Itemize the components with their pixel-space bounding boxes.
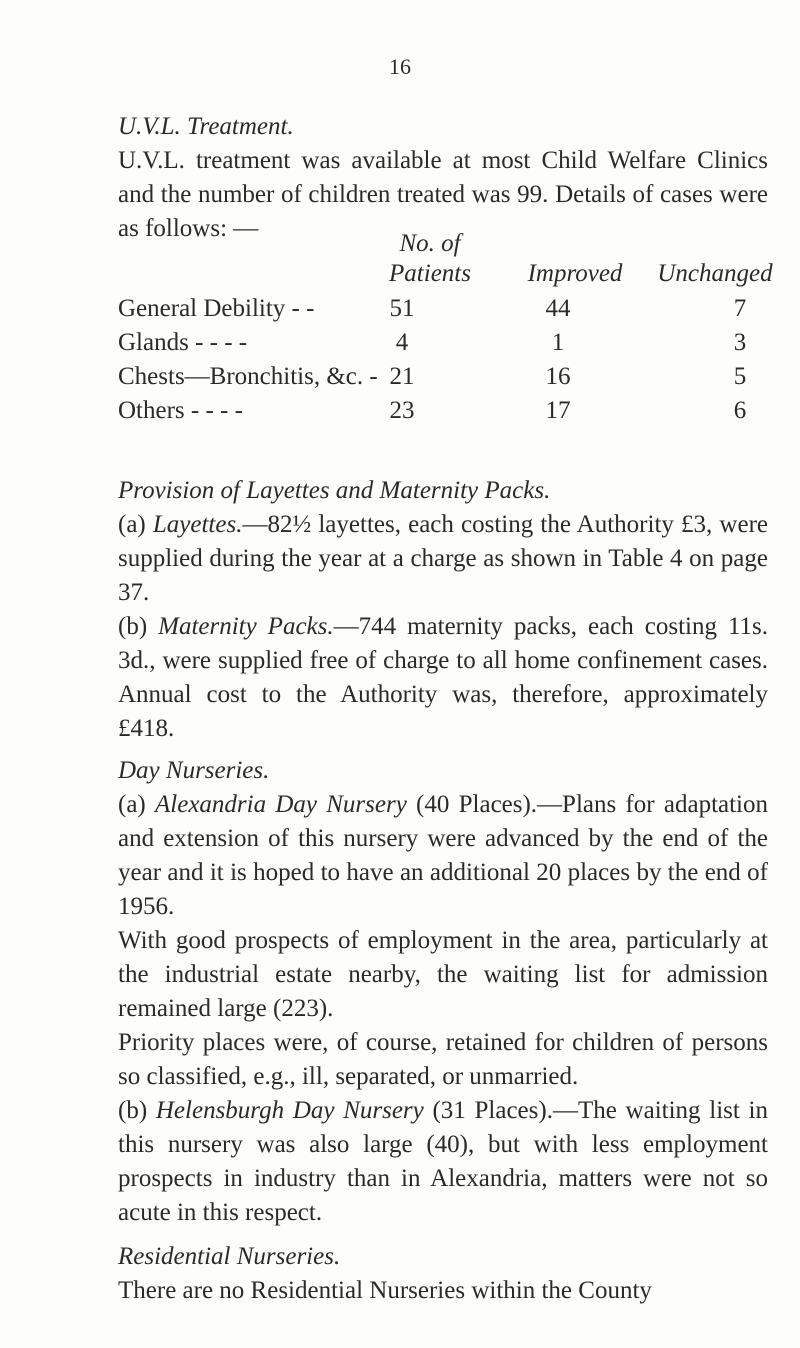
layettes-b-title: Maternity Packs. xyxy=(158,613,334,640)
table-row xyxy=(118,360,768,394)
row-unchanged: 5 xyxy=(733,363,747,390)
row-label: Glands - - - - xyxy=(118,329,248,356)
layettes-b-text: —744 maternity packs, each costing 11s. 3d., were supplied free of charge to all home confinement cases. Annual cost to the Authority was, therefore, approximately £418. xyxy=(118,613,768,742)
row-improved: 1 xyxy=(551,329,565,356)
row-unchanged: 6 xyxy=(733,397,747,424)
day-nurseries-a-lead: (a) xyxy=(118,791,155,818)
row-unchanged: 7 xyxy=(733,295,747,322)
row-improved: 17 xyxy=(545,397,571,424)
residential-heading: Residential Nurseries. xyxy=(118,1243,341,1270)
table-row xyxy=(118,292,768,326)
row-patients: 23 xyxy=(389,397,415,424)
header-patients-line2: Patients xyxy=(389,260,471,287)
day-nurseries-paragraph-3: Priority places were, of course, retained for children of persons so classified, e.g., ill, separated, or unmarried. xyxy=(118,1029,768,1090)
row-label: Others - - - - xyxy=(118,397,243,424)
day-nurseries-paragraph-2: With good prospects of employment in the area, particularly at the industrial estate nearby, the waiting list for admission remained large (223). xyxy=(118,927,768,1022)
day-nurseries-b-lead: (b) xyxy=(118,1097,156,1124)
layettes-paragraph-b xyxy=(118,610,768,746)
header-unchanged: Unchanged xyxy=(657,260,773,287)
row-patients: 21 xyxy=(389,363,415,390)
uvl-section xyxy=(118,110,768,246)
row-label: General Debility - - xyxy=(118,295,315,322)
row-patients: 51 xyxy=(389,295,415,322)
header-patients-line1: No. of xyxy=(399,230,461,257)
table-row xyxy=(118,394,768,428)
page-number: 16 xyxy=(389,54,411,79)
layettes-a-text: —82½ layettes, each costing the Authority £3, were supplied during the year at a charge as shown in Table 4 on page 37. xyxy=(118,511,769,606)
table-row xyxy=(118,326,768,360)
day-nurseries-paragraph-b xyxy=(118,1094,768,1230)
day-nurseries-section xyxy=(118,754,768,1230)
uvl-heading: U.V.L. Treatment. xyxy=(118,113,294,140)
residential-section xyxy=(118,1240,768,1308)
layettes-heading: Provision of Layettes and Maternity Packs. xyxy=(118,477,551,504)
day-nurseries-a-text: (40 Places).—Plans for adaptation and extension of this nursery were advanced by the end of the year and it is hoped to have an additional 20 places by the end of 1956. xyxy=(118,791,769,920)
day-nurseries-b-text: (31 Places).—The waiting list in this nursery was also large (40), but with less employment prospects in industry than in Alexandria, matters were not so acute in this respect. xyxy=(118,1097,768,1226)
row-unchanged: 3 xyxy=(733,329,747,356)
layettes-b-lead: (b) xyxy=(118,613,159,640)
layettes-section xyxy=(118,474,768,746)
row-label: Chests—Bronchitis, &c. - xyxy=(118,363,378,390)
day-nurseries-paragraph-a xyxy=(118,788,768,924)
day-nurseries-b-title: Helensburgh Day Nursery xyxy=(155,1097,424,1124)
row-patients: 4 xyxy=(395,329,409,356)
row-improved: 16 xyxy=(545,363,571,390)
day-nurseries-a-title: Alexandria Day Nursery xyxy=(155,791,407,818)
header-improved: Improved xyxy=(527,260,623,287)
uvl-intro: U.V.L. treatment was available at most Child Welfare Clinics and the number of children treated was 99. Details of cases were as follows: — xyxy=(118,147,768,242)
layettes-a-lead: (a) xyxy=(118,511,153,538)
day-nurseries-heading: Day Nurseries. xyxy=(118,757,270,784)
layettes-a-title: Layettes. xyxy=(152,511,243,538)
row-improved: 44 xyxy=(545,295,571,322)
layettes-paragraph-a xyxy=(118,508,768,610)
residential-text: There are no Residential Nurseries within the County xyxy=(118,1277,652,1304)
